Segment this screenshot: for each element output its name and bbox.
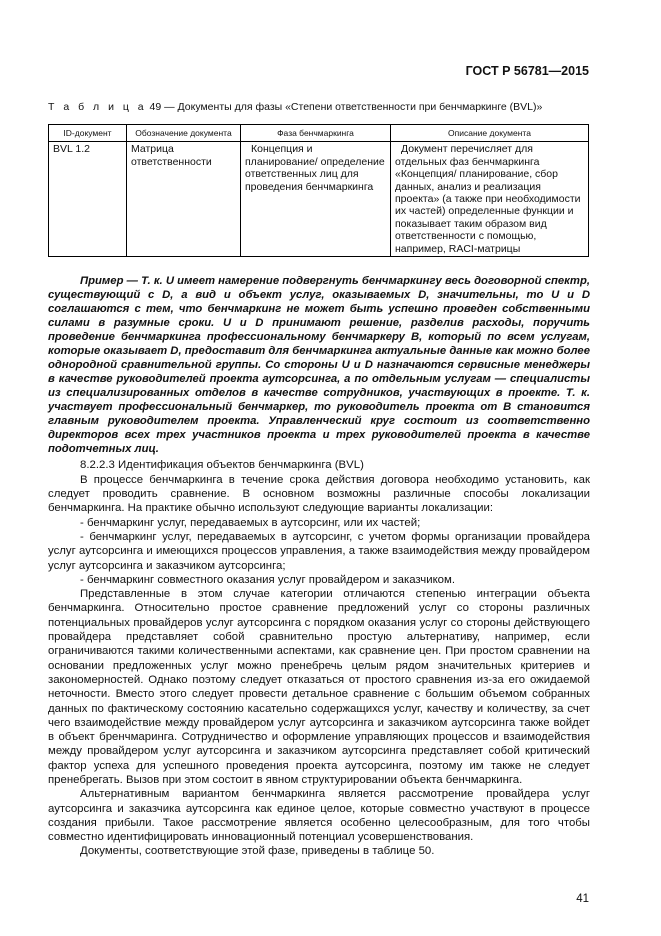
table-cell-name: Матрица ответственности xyxy=(127,142,241,257)
table-caption-title: 49 — Документы для фазы «Степени ответственности при бенчмаркинге (BVL)» xyxy=(146,101,543,113)
paragraph: Документы, соответствующие этой фазе, приведены в таблице 50. xyxy=(80,845,435,858)
table-caption xyxy=(48,101,590,114)
section-heading: 8.2.2.3 Идентификация объектов бенчмаркинга (BVL) xyxy=(80,459,364,472)
list-item: - бенчмаркинг услуг, передаваемых в аутсорсинг, с учетом формы организации провайдера услуг аутсорсинга и имеющихся процессов управления, а также взаимодействия между провайдером услуг аутсорсинга и заказчиком аутсорсинга; xyxy=(48,530,590,572)
paragraph: В процессе бенчмаркинга в течение срока действия договора необходимо установить, как следует проводить сравнение. В основном возможны различные способы локализации бенчмаркинга. На практике обычно используют следующие варианты локализации: xyxy=(48,473,590,515)
page-number: 41 xyxy=(576,893,589,905)
paragraph: Представленные в этом случае категории отличаются степенью интеграции объекта бенчмаркинга. Относительно простое сравнение предложений услуг со стороны различных потенциальных провайдеров услуг аутсорсинга с порядком оказания услуг со стороны действующего провайдера представляет собой сравнительно простую альтернативу, например, если ограничиваются такими количественными аспектами, как сравнение цен. При простом сравнении на основании предложенных услуг можно пренебречь целым рядом значительных критериев и закономерностей. Однако поэтому следует отказаться от простого сравнения из-за его ожидаемой неточности. Вместо этого следует провести детальное сравнение с большим объемом собранных данных по фактическому состоянию касательно содержащихся услуг, качеству и количеству, за счет чего взаимодействие между провайдером услуг аутсорсинга и заказчиком аутсорсинга также войдет в объект бренчмаринга. Сотрудничество и оформление управляющих процессов и взаимодействия между провайдером услуг аутсорсинга и заказчиком аутсорсинга представляет собой критический фактор успеха для успешного проведения проекта аутсорсинга, поэтому им также не следует пренебрегать. Вызов при этом состоит в явном структурировании объекта бенчмаркинга. xyxy=(48,588,590,786)
table-header-row xyxy=(49,125,589,142)
document-header: ГОСТ Р 56781—2015 xyxy=(465,64,589,78)
body-text xyxy=(48,458,590,858)
example-paragraph: Пример — Т. к. U имеет намерение подвергнуть бенчмаркингу весь договорной спектр, существующий с D, а вид и объект услуг, оказываемых D, значительны, то U и D соглашаются с тем, что бенчмаркинг не может быть успешно проведен собственными силами в разумные сроки. U и D принимают решение, разделив расходы, поручить проведение бенчмаркинга профессиональному бенчмаркеру B, который по всем услугам, которые оказывает D, предоставит для бенчмаркинга актуальные данные как можно более однородной сравнительной группы. Со стороны U и D назначаются сервисные менеджеры в качестве руководителей проекта аутсорсинга, а по отдельным услугам — специалисты из специализированных отделов в качестве сотрудников, участвующих в проекте. Т. к. участвует профессиональный бенчмаркер, то руководитель проекта от B становится главным руководителем проекта. Управленческий круг состоит из соответственно директоров всех трех участников проекта и трех руководителей проекта в качестве подотчетных лиц. xyxy=(48,275,590,455)
table-caption-prefix: Т а б л и ц а xyxy=(48,101,147,113)
list-item: - бенчмаркинг услуг, передаваемых в аутсорсинг, или их частей; xyxy=(80,516,421,529)
column-header: ID-документ xyxy=(49,125,127,142)
table-cell-phase: Концепция и планирование/ определение ответственных лиц для проведения бенчмаркинга xyxy=(241,142,391,257)
column-header: Фаза бенчмаркинга xyxy=(241,125,391,142)
example-block xyxy=(48,275,590,456)
table-cell-description: Документ перечисляет для отдельных фаз бенчмаркинга «Концепция/ планирование, сбор данных, анализ и реализация проекта» (а также при необходимости их частей) определенные функции и показывает таким образом вид ответственности с помощью, например, RACI-матрицы xyxy=(391,142,589,257)
list-item: - бенчмаркинг совместного оказания услуг провайдером и заказчиком. xyxy=(80,573,456,586)
table-row xyxy=(49,142,589,257)
documents-table xyxy=(48,124,589,257)
table-cell-id: BVL 1.2 xyxy=(49,142,127,257)
paragraph: Альтернативным вариантом бенчмаркинга является рассмотрение провайдера услуг аутсорсинга и заказчика аутсорсинга как единое целое, которые совместно участвуют в процессе создания прибыли. Такое рассмотрение является особенно целесообразным, для того чтобы совместно идентифицировать инновационный потенциал усовершенствования. xyxy=(48,788,590,844)
column-header: Обозначение документа xyxy=(127,125,241,142)
column-header: Описание документа xyxy=(391,125,589,142)
